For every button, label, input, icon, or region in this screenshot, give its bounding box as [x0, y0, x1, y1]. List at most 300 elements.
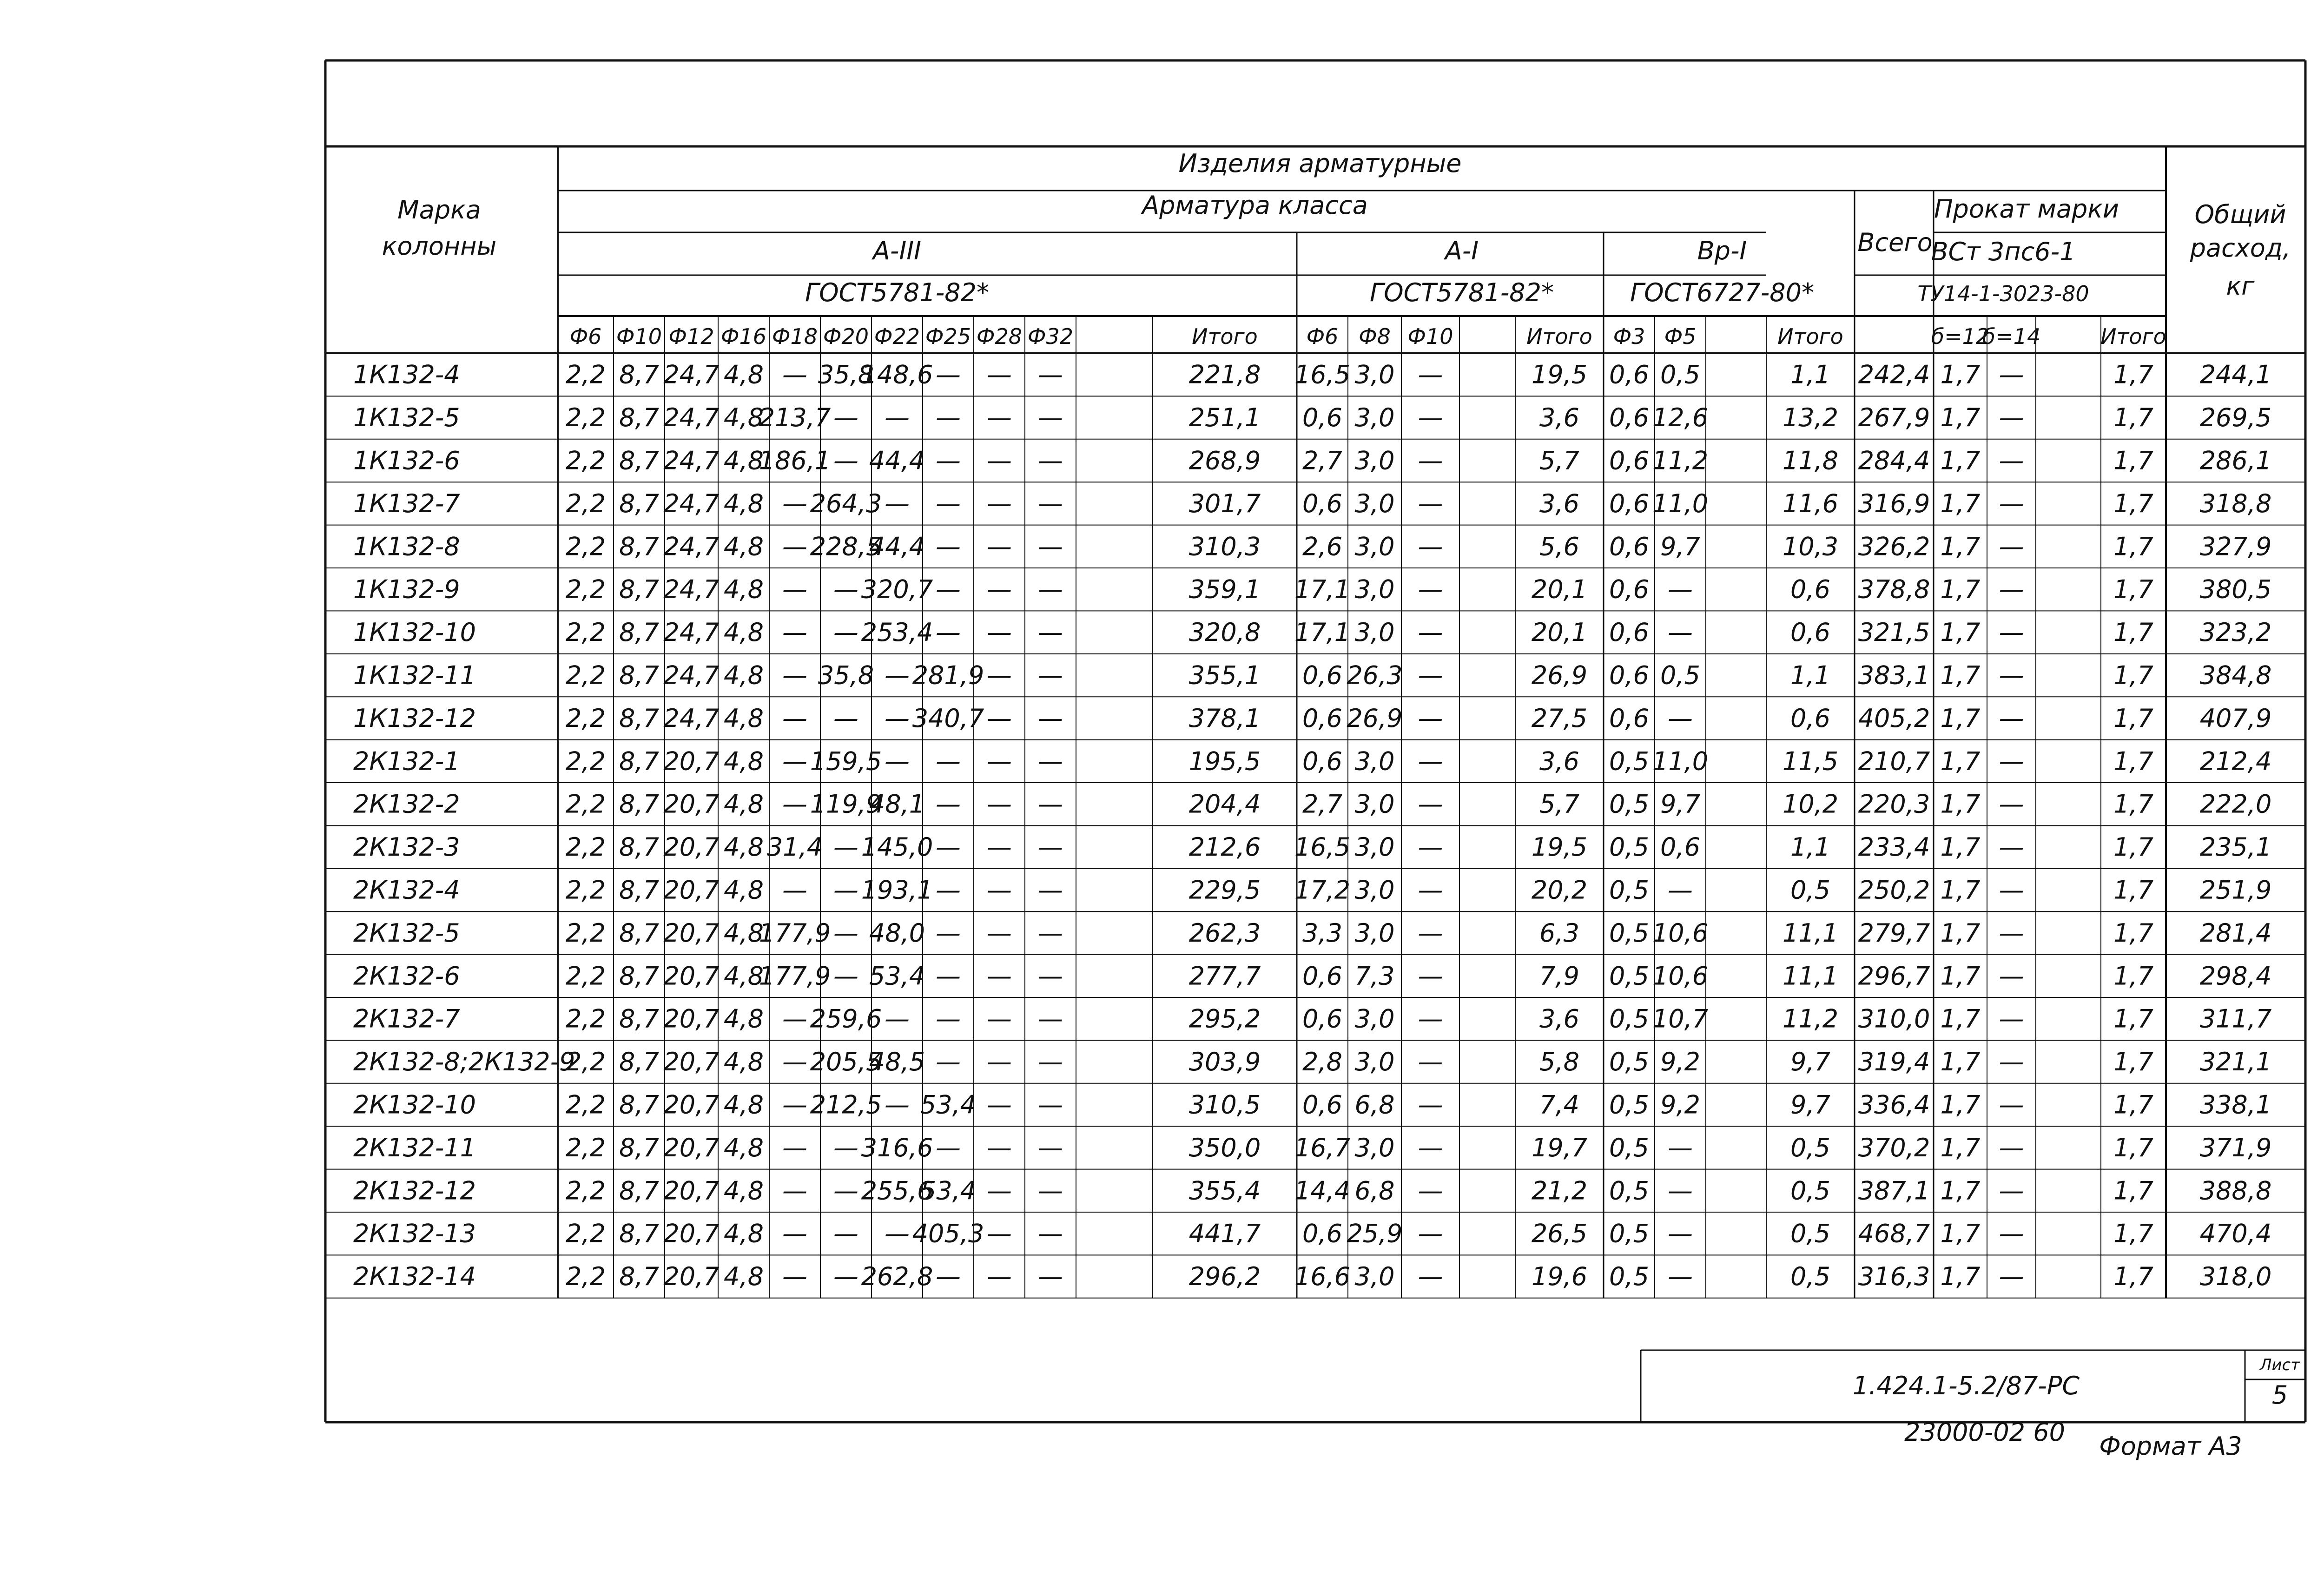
table-cell: 6,8	[1354, 1090, 1395, 1120]
table-cell: 359,1	[1188, 574, 1261, 604]
table-cell: 3,0	[1354, 1133, 1395, 1162]
table-cell: 8,7	[619, 832, 659, 862]
table-cell: —	[936, 746, 961, 776]
table-cell: 8,7	[619, 746, 659, 776]
table-cell: 8,7	[619, 1262, 659, 1292]
table-cell: 20,7	[663, 1047, 720, 1077]
table-cell: 441,7	[1188, 1219, 1261, 1248]
table-cell: 1,7	[1940, 1047, 1981, 1077]
table-cell: 1,7	[1940, 660, 1981, 690]
table-cell: 0,6	[1609, 574, 1649, 604]
column-mark: 2К132-13	[353, 1219, 476, 1248]
table-cell: 318,0	[2199, 1262, 2272, 1292]
column-mark: 2К132-1	[353, 746, 460, 776]
table-cell: —	[936, 918, 961, 948]
table-cell: —	[1999, 446, 2024, 475]
table-row	[353, 618, 2271, 647]
table-cell: 16,5	[1294, 832, 1351, 862]
table-cell: 1,7	[1940, 1004, 1981, 1034]
table-cell: 2,2	[566, 532, 606, 561]
table-cell: —	[782, 1133, 807, 1162]
table-cell: —	[936, 532, 961, 561]
table-cell: —	[833, 1262, 858, 1292]
table-cell: 286,1	[2199, 446, 2272, 475]
table-cell: 2,2	[566, 1219, 606, 1248]
table-cell: —	[782, 574, 807, 604]
table-cell: 355,4	[1188, 1176, 1261, 1206]
table-cell: —	[1418, 532, 1443, 561]
table-row	[353, 1176, 2271, 1205]
table-cell: 48,1	[869, 789, 925, 819]
table-cell: 11,1	[1782, 918, 1839, 948]
table-cell: 296,7	[1858, 961, 1930, 991]
column-mark: 2К132-12	[353, 1176, 476, 1206]
table-cell: 8,7	[619, 789, 659, 819]
table-cell: 148,6	[861, 360, 933, 389]
table-cell: 3,6	[1539, 746, 1579, 776]
table-cell: —	[1418, 1262, 1443, 1292]
table-cell: 0,6	[1609, 618, 1649, 647]
column-mark: 1К132-10	[353, 618, 476, 647]
column-mark: 1К132-11	[353, 660, 476, 690]
table-cell: —	[987, 574, 1012, 604]
table-cell: 0,5	[1660, 660, 1700, 690]
table-cell: —	[782, 532, 807, 561]
table-cell: —	[1418, 360, 1443, 389]
table-cell: —	[1038, 1004, 1063, 1034]
table-cell: 320,8	[1188, 618, 1261, 647]
table-cell: 3,0	[1354, 403, 1395, 433]
table-cell: 1,7	[1940, 918, 1981, 948]
table-cell: 262,3	[1188, 918, 1261, 948]
table-cell: —	[833, 1176, 858, 1206]
column-mark: 2К132-8;2К132-9	[353, 1047, 575, 1077]
table-cell: 0,6	[1302, 660, 1342, 690]
table-cell: 24,7	[663, 618, 720, 647]
table-cell: 0,5	[1609, 1219, 1649, 1248]
table-cell: 0,6	[1302, 703, 1342, 733]
table-cell: —	[1999, 1262, 2024, 1292]
column-header: Ф16	[720, 324, 767, 349]
table-cell: 8,7	[619, 618, 659, 647]
table-cell: —	[885, 488, 910, 518]
table-cell: —	[987, 532, 1012, 561]
table-cell: 20,7	[663, 746, 720, 776]
table-cell: 269,5	[2199, 403, 2272, 433]
table-cell: 159,5	[810, 746, 882, 776]
overall-line1: Общий	[2194, 200, 2286, 229]
table-cell: —	[987, 1047, 1012, 1077]
table-cell: 44,4	[869, 532, 925, 561]
table-cell: 327,9	[2199, 532, 2272, 561]
table-cell: 2,2	[566, 789, 606, 819]
table-cell: —	[1999, 403, 2024, 433]
table-cell: 20,1	[1531, 618, 1588, 647]
table-cell: 0,6	[1609, 360, 1649, 389]
table-cell: —	[833, 703, 858, 733]
table-cell: —	[987, 488, 1012, 518]
table-cell: 3,0	[1354, 618, 1395, 647]
column-header: Ф5	[1664, 324, 1697, 349]
table-cell: —	[1999, 961, 2024, 991]
table-cell: —	[1418, 1133, 1443, 1162]
table-cell: 251,9	[2199, 875, 2272, 905]
table-cell: 3,0	[1354, 789, 1395, 819]
table-cell: —	[885, 703, 910, 733]
rolled-title: Прокат марки	[1934, 194, 2119, 224]
table-cell: —	[987, 703, 1012, 733]
table-row	[353, 1219, 2271, 1248]
table-cell: —	[1038, 618, 1063, 647]
table-cell: —	[1668, 875, 1693, 905]
table-cell: 1,7	[2113, 1262, 2153, 1292]
table-cell: —	[936, 961, 961, 991]
table-cell: 0,5	[1609, 1047, 1649, 1077]
table-cell: 24,7	[663, 574, 720, 604]
group-class-a3: А-III	[872, 236, 922, 265]
table-cell: —	[936, 618, 961, 647]
table-cell: —	[1038, 403, 1063, 433]
table-cell: —	[1418, 574, 1443, 604]
table-cell: 2,2	[566, 832, 606, 862]
table-cell: 4,8	[724, 832, 764, 862]
column-mark: 1К132-6	[353, 446, 460, 475]
column-mark: 2К132-7	[353, 1004, 460, 1034]
table-cell: 2,6	[1302, 532, 1342, 561]
table-cell: 2,2	[566, 1004, 606, 1034]
total-label: Всего	[1857, 228, 1933, 257]
table-cell: 4,8	[724, 446, 764, 475]
table-cell: 11,0	[1652, 488, 1709, 518]
table-cell: 210,7	[1858, 746, 1930, 776]
table-cell: —	[987, 832, 1012, 862]
table-cell: —	[833, 918, 858, 948]
column-header: б=14	[1982, 324, 2041, 349]
table-cell: 1,7	[2113, 1219, 2153, 1248]
column-header: Итого	[1192, 324, 1258, 349]
table-subtitle: Арматура класса	[1142, 191, 1368, 220]
table-cell: 24,7	[663, 703, 720, 733]
table-cell: 0,6	[1302, 746, 1342, 776]
table-cell: 1,7	[2113, 488, 2153, 518]
table-cell: 1,1	[1790, 360, 1830, 389]
table-cell: 2,2	[566, 1047, 606, 1077]
table-cell: 26,9	[1347, 703, 1403, 733]
table-cell: —	[1999, 660, 2024, 690]
table-cell: —	[1038, 832, 1063, 862]
table-cell: 17,1	[1294, 618, 1351, 647]
table-cell: 388,8	[2199, 1176, 2272, 1206]
table-cell: 16,7	[1294, 1133, 1351, 1162]
table-cell: 20,7	[663, 1219, 720, 1248]
table-cell: —	[1999, 1090, 2024, 1120]
table-cell: 1,7	[2113, 832, 2153, 862]
table-cell: 48,0	[869, 918, 925, 948]
table-cell: 53,4	[920, 1176, 977, 1206]
table-cell: —	[987, 360, 1012, 389]
table-cell: 1,7	[2113, 1090, 2153, 1120]
table-cell: —	[936, 1004, 961, 1034]
column-header: Ф10	[1407, 324, 1453, 349]
table-cell: 2,7	[1302, 789, 1342, 819]
table-row	[353, 446, 2271, 475]
table-cell: —	[833, 574, 858, 604]
column-mark: 2К132-4	[353, 875, 460, 905]
table-cell: —	[1999, 1176, 2024, 1206]
table-cell: 233,4	[1858, 832, 1930, 862]
table-cell: —	[1038, 789, 1063, 819]
table-cell: 310,5	[1188, 1090, 1261, 1120]
table-cell: —	[1038, 1047, 1063, 1077]
table-cell: 213,7	[759, 403, 831, 433]
table-cell: —	[1418, 875, 1443, 905]
table-row	[353, 1004, 2271, 1034]
table-cell: —	[782, 360, 807, 389]
table-cell: 20,7	[663, 961, 720, 991]
table-row	[353, 1090, 2271, 1119]
table-cell: —	[1038, 574, 1063, 604]
table-cell: 4,8	[724, 746, 764, 776]
table-cell: 8,7	[619, 532, 659, 561]
table-cell: 316,6	[861, 1133, 933, 1162]
table-cell: 229,5	[1188, 875, 1261, 905]
table-cell: 8,7	[619, 574, 659, 604]
table-cell: 6,3	[1539, 918, 1579, 948]
table-cell: 8,7	[619, 1047, 659, 1077]
table-cell: 3,3	[1302, 918, 1342, 948]
table-cell: 8,7	[619, 660, 659, 690]
table-cell: —	[885, 1219, 910, 1248]
table-cell: 2,8	[1302, 1047, 1342, 1077]
table-cell: 10,7	[1652, 1004, 1709, 1034]
table-cell: 8,7	[619, 488, 659, 518]
table-cell: 4,8	[724, 660, 764, 690]
table-cell: 0,6	[1609, 488, 1649, 518]
table-cell: —	[1999, 918, 2024, 948]
table-cell: 2,2	[566, 961, 606, 991]
table-cell: —	[1038, 360, 1063, 389]
table-cell: 24,7	[663, 403, 720, 433]
table-cell: 0,5	[1609, 875, 1649, 905]
column-header: Ф32	[1027, 324, 1074, 349]
table-cell: —	[936, 488, 961, 518]
table-cell: 370,2	[1858, 1133, 1930, 1162]
table-cell: 19,7	[1531, 1133, 1588, 1162]
row-header-line1: Марка	[397, 195, 481, 224]
table-cell: —	[987, 961, 1012, 991]
table-cell: 2,2	[566, 1133, 606, 1162]
table-cell: 0,5	[1609, 832, 1649, 862]
table-cell: 3,0	[1354, 1004, 1395, 1034]
table-cell: 0,6	[1790, 574, 1830, 604]
table-cell: —	[1038, 532, 1063, 561]
table-cell: 1,7	[2113, 1047, 2153, 1077]
table-cell: 20,7	[663, 789, 720, 819]
table-cell: 21,2	[1531, 1176, 1588, 1206]
table-cell: 8,7	[619, 403, 659, 433]
table-cell: —	[1999, 746, 2024, 776]
sheet-number: 5	[2271, 1380, 2288, 1410]
column-mark: 2К132-3	[353, 832, 460, 862]
table-cell: 250,2	[1858, 875, 1930, 905]
table-cell: 212,5	[810, 1090, 882, 1120]
table-cell: —	[1418, 446, 1443, 475]
table-cell: 24,7	[663, 488, 720, 518]
table-cell: 384,8	[2199, 660, 2272, 690]
table-cell: 6,8	[1354, 1176, 1395, 1206]
group-standard-vr1: ГОСТ6727-80*	[1630, 278, 1814, 307]
table-cell: 2,2	[566, 1090, 606, 1120]
table-cell: —	[782, 789, 807, 819]
table-cell: 1,7	[1940, 360, 1981, 389]
table-row	[353, 660, 2271, 690]
table-cell: 10,3	[1782, 532, 1839, 561]
table-cell: —	[1418, 1047, 1443, 1077]
table-cell: 212,6	[1188, 832, 1261, 862]
table-cell: 295,2	[1188, 1004, 1261, 1034]
overall-line2: расход,	[2190, 233, 2291, 263]
table-cell: 1,7	[1940, 1219, 1981, 1248]
table-cell: 11,2	[1782, 1004, 1839, 1034]
table-cell: 222,0	[2199, 789, 2272, 819]
table-cell: —	[1668, 703, 1693, 733]
table-cell: 470,4	[2199, 1219, 2272, 1248]
table-cell: 8,7	[619, 1133, 659, 1162]
table-cell: —	[885, 403, 910, 433]
table-cell: 19,5	[1531, 832, 1588, 862]
table-cell: 321,1	[2199, 1047, 2272, 1077]
table-cell: —	[1418, 660, 1443, 690]
table-cell: 0,5	[1609, 1262, 1649, 1292]
table-cell: 177,9	[759, 961, 831, 991]
table-cell: 0,6	[1302, 1090, 1342, 1120]
table-cell: 20,7	[663, 1133, 720, 1162]
sheet-format: Формат А3	[2099, 1431, 2242, 1461]
table-cell: 405,3	[912, 1219, 984, 1248]
table-cell: 244,1	[2199, 360, 2272, 389]
table-cell: 338,1	[2199, 1090, 2272, 1120]
table-cell: 4,8	[724, 360, 764, 389]
table-cell: 5,6	[1539, 532, 1579, 561]
table-cell: 1,7	[1940, 961, 1981, 991]
table-cell: —	[1668, 1262, 1693, 1292]
table-cell: 1,7	[2113, 360, 2153, 389]
table-cell: 25,9	[1347, 1219, 1403, 1248]
table-cell: —	[987, 1219, 1012, 1248]
table-cell: 0,5	[1790, 1176, 1830, 1206]
table-cell: 10,2	[1782, 789, 1839, 819]
table-cell: 8,7	[619, 360, 659, 389]
table-cell: 0,5	[1790, 875, 1830, 905]
table-cell: 204,4	[1188, 789, 1261, 819]
column-mark: 1К132-7	[353, 488, 460, 518]
table-cell: 378,1	[1188, 703, 1261, 733]
table-cell: 20,1	[1531, 574, 1588, 604]
table-row	[353, 403, 2271, 432]
table-cell: 3,6	[1539, 1004, 1579, 1034]
table-cell: —	[1038, 660, 1063, 690]
table-cell: 17,2	[1294, 875, 1351, 905]
table-cell: 0,5	[1609, 961, 1649, 991]
table-cell: 326,2	[1858, 532, 1930, 561]
table-cell: 20,7	[663, 1090, 720, 1120]
table-cell: 8,7	[619, 918, 659, 948]
table-row	[353, 704, 2271, 733]
table-cell: —	[987, 1133, 1012, 1162]
table-cell: 20,2	[1531, 875, 1588, 905]
column-header: Ф18	[772, 324, 818, 349]
table-cell: 378,8	[1858, 574, 1930, 604]
table-cell: 4,8	[724, 1219, 764, 1248]
table-cell: 44,4	[869, 446, 925, 475]
table-cell: 14,4	[1294, 1176, 1351, 1206]
table-cell: 1,7	[1940, 789, 1981, 819]
table-cell: 35,8	[818, 360, 874, 389]
table-cell: 53,4	[869, 961, 925, 991]
table-cell: —	[782, 618, 807, 647]
table-cell: —	[782, 1004, 807, 1034]
table-cell: 0,5	[1609, 789, 1649, 819]
table-cell: 3,0	[1354, 446, 1395, 475]
table-cell: 26,5	[1531, 1219, 1588, 1248]
table-cell: —	[1999, 360, 2024, 389]
table-cell: 19,5	[1531, 360, 1588, 389]
table-cell: 3,6	[1539, 403, 1579, 433]
table-cell: 1,7	[2113, 532, 2153, 561]
table-cell: —	[936, 789, 961, 819]
table-cell: 7,4	[1539, 1090, 1579, 1120]
table-cell: 4,8	[724, 618, 764, 647]
table-cell: —	[987, 875, 1012, 905]
table-cell: 318,8	[2199, 488, 2272, 518]
table-cell: —	[987, 660, 1012, 690]
group-class-vr1: Вр-I	[1697, 236, 1747, 265]
table-cell: 220,3	[1858, 789, 1930, 819]
overall-line3: кг	[2226, 271, 2255, 301]
table-cell: 119,9	[810, 789, 882, 819]
table-cell: —	[987, 918, 1012, 948]
table-cell: 0,6	[1302, 403, 1342, 433]
table-cell: 310,0	[1858, 1004, 1930, 1034]
table-cell: —	[1038, 918, 1063, 948]
inventory-number: 23000-02 60	[1904, 1418, 2065, 1447]
table-cell: —	[885, 660, 910, 690]
table-cell: 1,7	[2113, 574, 2153, 604]
column-header: б=12	[1931, 324, 1990, 349]
table-cell: 279,7	[1858, 918, 1930, 948]
table-cell: —	[987, 1262, 1012, 1292]
table-cell: 267,9	[1858, 403, 1930, 433]
table-cell: 242,4	[1858, 360, 1930, 389]
table-cell: 0,6	[1660, 832, 1700, 862]
table-cell: —	[782, 660, 807, 690]
table-cell: 228,5	[810, 532, 882, 561]
table-cell: —	[1418, 1176, 1443, 1206]
table-cell: 1,7	[2113, 918, 2153, 948]
table-cell: —	[1038, 703, 1063, 733]
table-cell: —	[936, 832, 961, 862]
table-cell: —	[1418, 1090, 1443, 1120]
table-cell: 20,7	[663, 1176, 720, 1206]
table-cell: 3,0	[1354, 360, 1395, 389]
table-cell: 2,2	[566, 1176, 606, 1206]
table-cell: 340,7	[912, 703, 984, 733]
table-cell: 235,1	[2199, 832, 2272, 862]
table-cell: 4,8	[724, 703, 764, 733]
table-row	[353, 1262, 2271, 1291]
table-cell: 1,7	[2113, 703, 2153, 733]
table-cell: 0,6	[1609, 446, 1649, 475]
